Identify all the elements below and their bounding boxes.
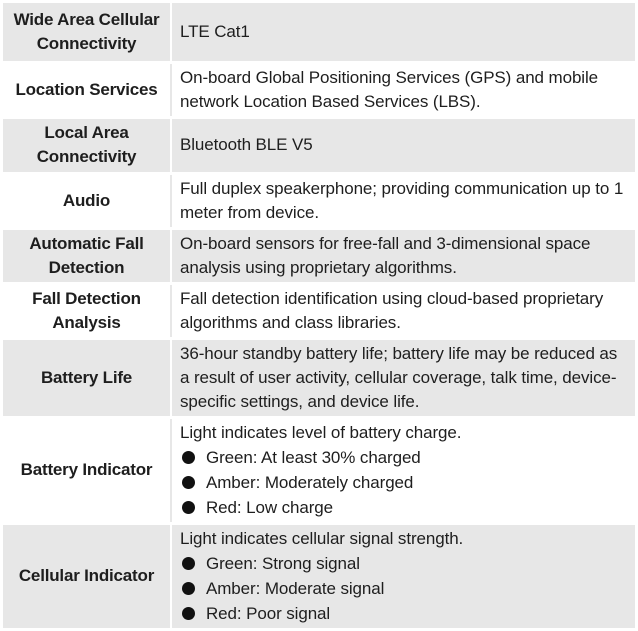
spec-description <box>171 417 635 523</box>
spec-label: Automatic Fall Detection <box>3 228 171 283</box>
bullet-icon <box>182 501 195 514</box>
spec-label: Wide Area Cellular Connectivity <box>3 3 171 62</box>
bullet-text: Red: Poor signal <box>206 603 331 623</box>
spec-row-battery-life <box>3 338 635 417</box>
bullet-icon <box>182 451 195 464</box>
spec-description: Full duplex speakerphone; providing communication up to 1 meter from device. <box>171 173 635 228</box>
spec-row-battery-indicator <box>3 417 635 523</box>
spec-row-cellular-indicator <box>3 523 635 629</box>
spec-label: Cellular Indicator <box>3 523 171 629</box>
spec-row-wide-area <box>3 3 635 62</box>
bullet-text: Amber: Moderate signal <box>206 578 385 598</box>
spec-row-audio <box>3 173 635 228</box>
spec-label: Fall Detection Analysis <box>3 283 171 338</box>
spec-description: LTE Cat1 <box>171 3 635 62</box>
spec-description: 36-hour standby battery life; battery life may be reduced as a result of user activity, cellular coverage, talk time, device-specific settings, and device life. <box>171 338 635 417</box>
spec-description: On-board Global Positioning Services (GPS) and mobile network Location Based Services (LBS). <box>171 62 635 117</box>
bullet-icon <box>182 476 195 489</box>
spec-row-fall-analysis <box>3 283 635 338</box>
spec-label: Battery Indicator <box>3 417 171 523</box>
bullet-text: Green: At least 30% charged <box>206 447 421 467</box>
spec-description: Fall detection identification using cloud-based proprietary algorithms and class libraries. <box>171 283 635 338</box>
spec-table <box>3 3 635 631</box>
spec-description: Bluetooth BLE V5 <box>171 117 635 173</box>
bullet-text: Green: Strong signal <box>206 553 360 573</box>
bullet-icon <box>182 557 195 570</box>
spec-description: On-board sensors for free-fall and 3-dimensional space analysis using proprietary algorithms. <box>171 228 635 283</box>
bullet-icon <box>182 607 195 620</box>
bullet-icon <box>182 582 195 595</box>
list-item <box>180 445 629 470</box>
spec-row-local-area <box>3 117 635 173</box>
spec-label: Local Area Connectivity <box>3 117 171 173</box>
list-item <box>180 470 629 495</box>
spec-row-location <box>3 62 635 117</box>
spec-description <box>171 523 635 629</box>
spec-label: Battery Life <box>3 338 171 417</box>
list-item <box>180 551 629 576</box>
list-item <box>180 576 629 601</box>
bullet-text: Amber: Moderately charged <box>206 472 414 492</box>
spec-lead-text: Light indicates level of battery charge. <box>180 422 462 442</box>
spec-row-automatic-fall <box>3 228 635 283</box>
spec-label: Location Services <box>3 62 171 117</box>
list-item <box>180 495 629 520</box>
spec-label: Audio <box>3 173 171 228</box>
bullet-list <box>180 445 629 520</box>
spec-lead-text: Light indicates cellular signal strength. <box>180 528 464 548</box>
bullet-text: Red: Low charge <box>206 497 334 517</box>
list-item <box>180 601 629 626</box>
bullet-list <box>180 551 629 626</box>
